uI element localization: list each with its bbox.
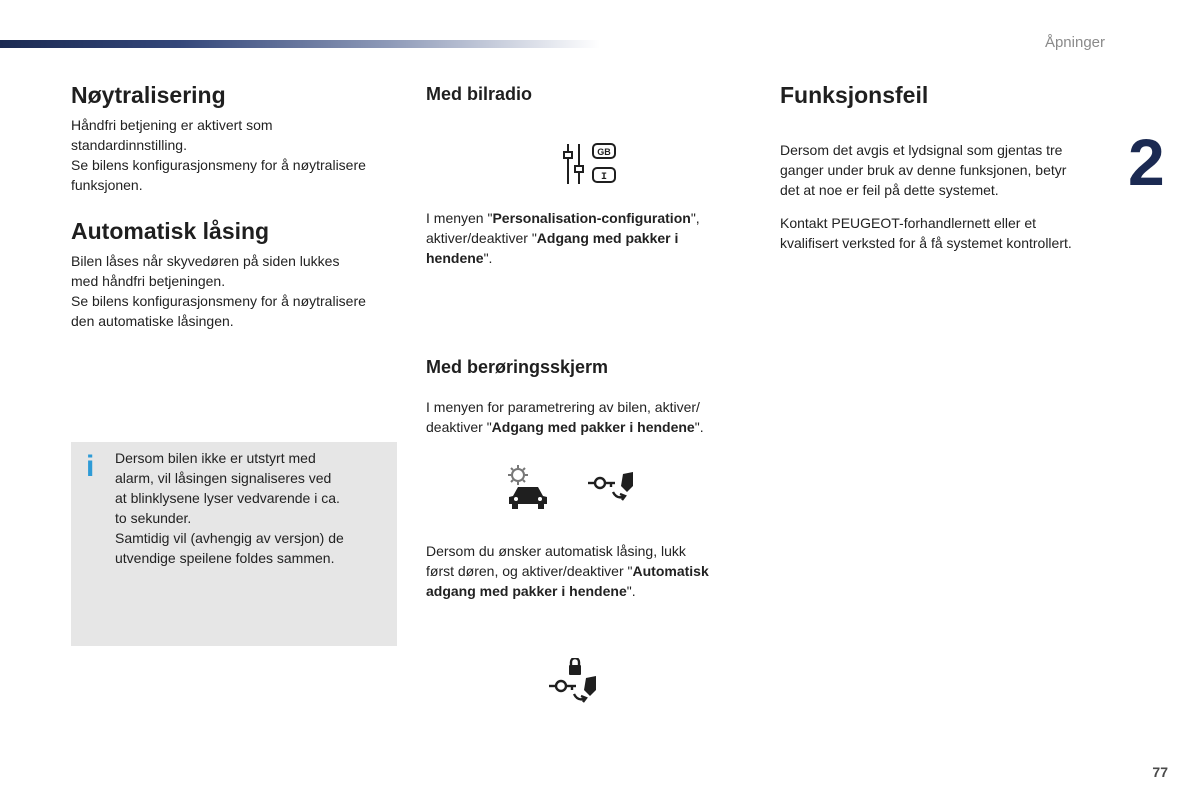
section-label: Åpninger (1044, 34, 1105, 51)
car-settings-icon (505, 462, 551, 510)
info-text (115, 448, 380, 568)
text-line: Kontakt PEUGEOT-forhandlernett eller et (780, 215, 1037, 231)
page-number: 77 (1152, 764, 1168, 780)
fault-title: Funksjonsfeil (780, 82, 929, 108)
text-span: ". (483, 250, 493, 266)
chapter-number: 2 (1128, 125, 1165, 199)
header-gradient-bar (0, 40, 600, 48)
text-line: det at noe er feil på dette systemet. (780, 182, 999, 198)
text-line: at blinklysene lyser vedvarende i ca. (115, 490, 340, 506)
text-span: ". (626, 583, 636, 599)
bold-span: Automatisk (632, 563, 709, 579)
text-line: ganger under bruk av denne funksjonen, betyr (780, 162, 1067, 178)
text-line: Samtidig vil (avhengig av versjon) de (115, 530, 344, 546)
bold-span: Adgang med pakker i (536, 230, 679, 246)
text-line: Se bilens konfigurasjonsmeny for å nøytralisere (71, 157, 366, 173)
text-line (426, 561, 756, 581)
radio-title: Med bilradio (426, 84, 533, 104)
touch-title: Med berøringsskjerm (426, 357, 609, 377)
radio-paragraph (426, 208, 746, 268)
neutral-title: Nøytralisering (71, 82, 226, 108)
text-line (426, 228, 746, 248)
text-line: Dersom bilen ikke er utstyrt med (115, 450, 316, 466)
text-line: alarm, vil låsingen signaliseres ved (115, 470, 332, 486)
neutral-paragraph (71, 115, 411, 195)
radio-icon-badge-bottom: I (600, 172, 608, 183)
touch-paragraph (426, 397, 756, 437)
text-span: I menyen " (426, 210, 493, 226)
radio-settings-icon (560, 140, 618, 188)
bold-span: Personalisation-configuration (492, 210, 691, 226)
bold-span: adgang med pakker i hendene (426, 583, 627, 599)
text-span: ". (694, 419, 704, 435)
bold-span: hendene (426, 250, 484, 266)
text-line: to sekunder. (115, 510, 192, 526)
text-span: ", (690, 210, 700, 226)
text-line: den automatiske låsingen. (71, 313, 234, 329)
text-line: med håndfri betjeningen. (71, 273, 226, 289)
bold-span: Adgang med pakker i hendene (491, 419, 695, 435)
autolock-paragraph (71, 251, 411, 331)
text-line: utvendige speilene foldes sammen. (115, 550, 335, 566)
text-line: Dersom det avgis et lydsignal som gjentas tre (780, 142, 1063, 158)
autolock-title: Automatisk låsing (71, 218, 270, 244)
text-line: Se bilens konfigurasjonsmeny for å nøytralisere (71, 293, 366, 309)
fault-paragraph-2 (780, 213, 1120, 253)
auto-lock-access-icon (548, 658, 600, 706)
text-line (426, 417, 756, 437)
info-icon: i (86, 450, 95, 483)
fault-paragraph-1 (780, 140, 1120, 200)
hands-free-access-icon (587, 470, 637, 504)
text-line: Håndfri betjening er aktivert som (71, 117, 273, 133)
text-line (426, 248, 746, 268)
text-span: aktiver/deaktiver " (426, 230, 537, 246)
info-box (71, 442, 397, 646)
text-line: kvalifisert verksted for å få systemet kontrollert. (780, 235, 1072, 251)
text-line: funksjonen. (71, 177, 143, 193)
text-span: deaktiver " (426, 419, 492, 435)
text-line: Dersom du ønsker automatisk låsing, lukk (426, 543, 686, 559)
radio-icon-badge-top: GB (597, 147, 611, 157)
text-line: Bilen låses når skyvedøren på siden lukkes (71, 253, 340, 269)
text-span: først døren, og aktiver/deaktiver " (426, 563, 633, 579)
text-line (426, 208, 746, 228)
text-line (426, 581, 756, 601)
auto-paragraph (426, 541, 756, 601)
text-line: I menyen for parametrering av bilen, aktiver/ (426, 399, 700, 415)
text-line: standardinnstilling. (71, 137, 187, 153)
